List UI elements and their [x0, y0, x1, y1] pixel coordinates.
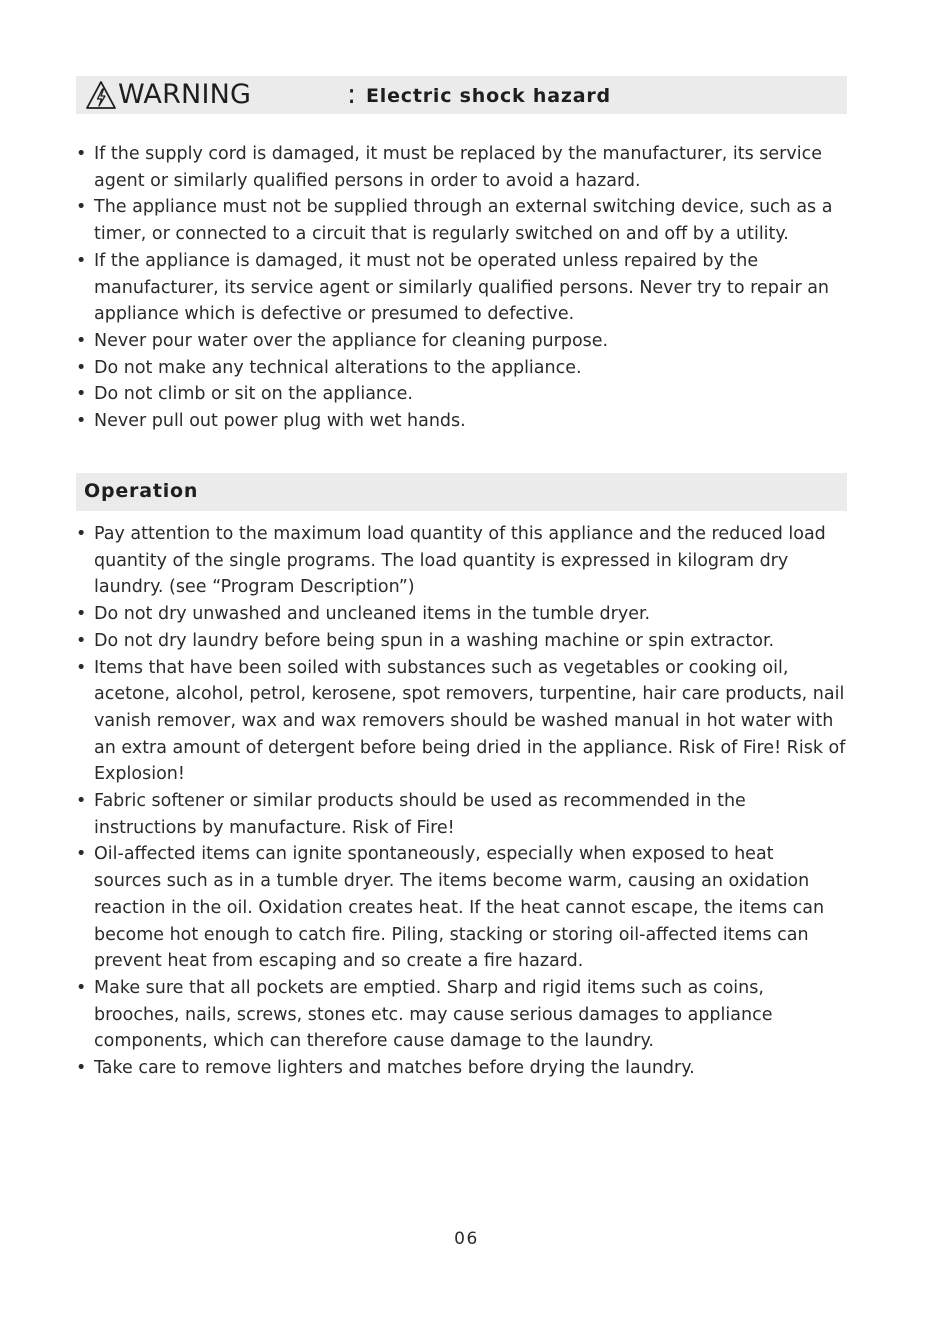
warning-colon: :: [347, 79, 357, 110]
list-item-text: Do not climb or sit on the appliance.: [94, 384, 413, 405]
list-item-text: Oil-affected items can ignite spontaneously, especially when exposed to heat sources such as in a tumble dryer. The items become warm, causing an oxidation reaction in the oil. Oxidation creates heat. If the heat cannot escape, the items can become hot enough to catch fire. Piling, stacking or storing oil-affected items can prevent heat from escaping and so create a fire hazard.: [94, 844, 825, 972]
list-item-text: If the appliance is damaged, it must not be operated unless repaired by the manufacturer, its service agent or similarly qualified persons. Never try to repair an appliance which is defective or presumed to defective.: [94, 250, 830, 325]
list-item-text: Never pour water over the appliance for cleaning purpose.: [94, 330, 609, 351]
bullet: •: [76, 144, 87, 164]
list-item-text: Never pull out power plug with wet hands.: [94, 411, 466, 432]
bullet: •: [76, 977, 87, 998]
list-item: [76, 141, 846, 194]
bullet: •: [76, 630, 87, 651]
list-item-text: Take care to remove lighters and matches before drying the laundry.: [94, 1058, 695, 1079]
list-item-text: Do not dry unwashed and uncleaned items in the tumble dryer.: [94, 604, 651, 625]
bullet: •: [76, 791, 87, 812]
list-item-text: Do not dry laundry before being spun in a washing machine or spin extractor.: [94, 630, 775, 651]
list-item: [76, 788, 846, 841]
list-item: [76, 841, 846, 975]
list-item: [76, 408, 846, 435]
list-item-text: Fabric softener or similar products should be used as recommended in the instructions by manufacture. Risk of Fire!: [94, 791, 746, 838]
high-voltage-warning-icon: [85, 80, 117, 110]
list-item: [76, 628, 846, 655]
list-item-text: Make sure that all pockets are emptied. Sharp and rigid items such as coins, brooches, nails, screws, stones etc. may cause serious damages to appliance components, which can therefore cause damage to the laundry.: [94, 977, 773, 1052]
bullet: •: [76, 250, 87, 271]
list-item: [76, 194, 846, 247]
bullet: •: [76, 384, 87, 405]
warning-header: [76, 76, 847, 114]
operation-header: [76, 473, 847, 511]
bullet: •: [76, 844, 87, 865]
list-item: [76, 248, 846, 328]
operation-title: Operation: [84, 480, 199, 502]
bullet: •: [76, 524, 87, 544]
operation-list: [76, 521, 846, 1082]
bullet: •: [76, 411, 87, 432]
warning-word: WARNING: [118, 79, 252, 110]
bullet: •: [76, 604, 87, 625]
list-item: [76, 601, 846, 628]
bullet: •: [76, 357, 87, 378]
bullet: •: [76, 330, 87, 351]
list-item-text: If the supply cord is damaged, it must be replaced by the manufacturer, its service agent or similarly qualified persons in order to avoid a hazard.: [94, 144, 822, 191]
warning-list: [76, 141, 846, 435]
page-number: 06: [454, 1229, 479, 1249]
list-item-text: The appliance must not be supplied through an external switching device, such as a timer, or connected to a circuit that is regularly switched on and off by a utility.: [94, 197, 833, 245]
warning-subtitle: Electric shock hazard: [366, 85, 611, 107]
list-item-text: Pay attention to the maximum load quantity of this appliance and the reduced load quantity of the single programs. The load quantity is expressed in kilogram dry laundry. (see “Program Description”): [94, 524, 826, 598]
list-item-text: Items that have been soiled with substances such as vegetables or cooking oil, acetone, alcohol, petrol, kerosene, spot removers, turpentine, hair care products, nail vanish remover, wax and wax removers should be washed manual in hot water with an extra amount of detergent before being dried in the appliance. Risk of Fire! Risk of Explosion!: [94, 657, 846, 785]
list-item: [76, 975, 846, 1055]
bullet: •: [76, 197, 87, 218]
list-item: [76, 1055, 846, 1082]
list-item: [76, 521, 846, 601]
list-item-text: Do not make any technical alterations to the appliance.: [94, 357, 582, 378]
bullet: •: [76, 1058, 87, 1079]
list-item: [76, 655, 846, 789]
list-item: [76, 355, 846, 382]
bullet: •: [76, 657, 87, 678]
list-item: [76, 381, 846, 408]
list-item: [76, 328, 846, 355]
